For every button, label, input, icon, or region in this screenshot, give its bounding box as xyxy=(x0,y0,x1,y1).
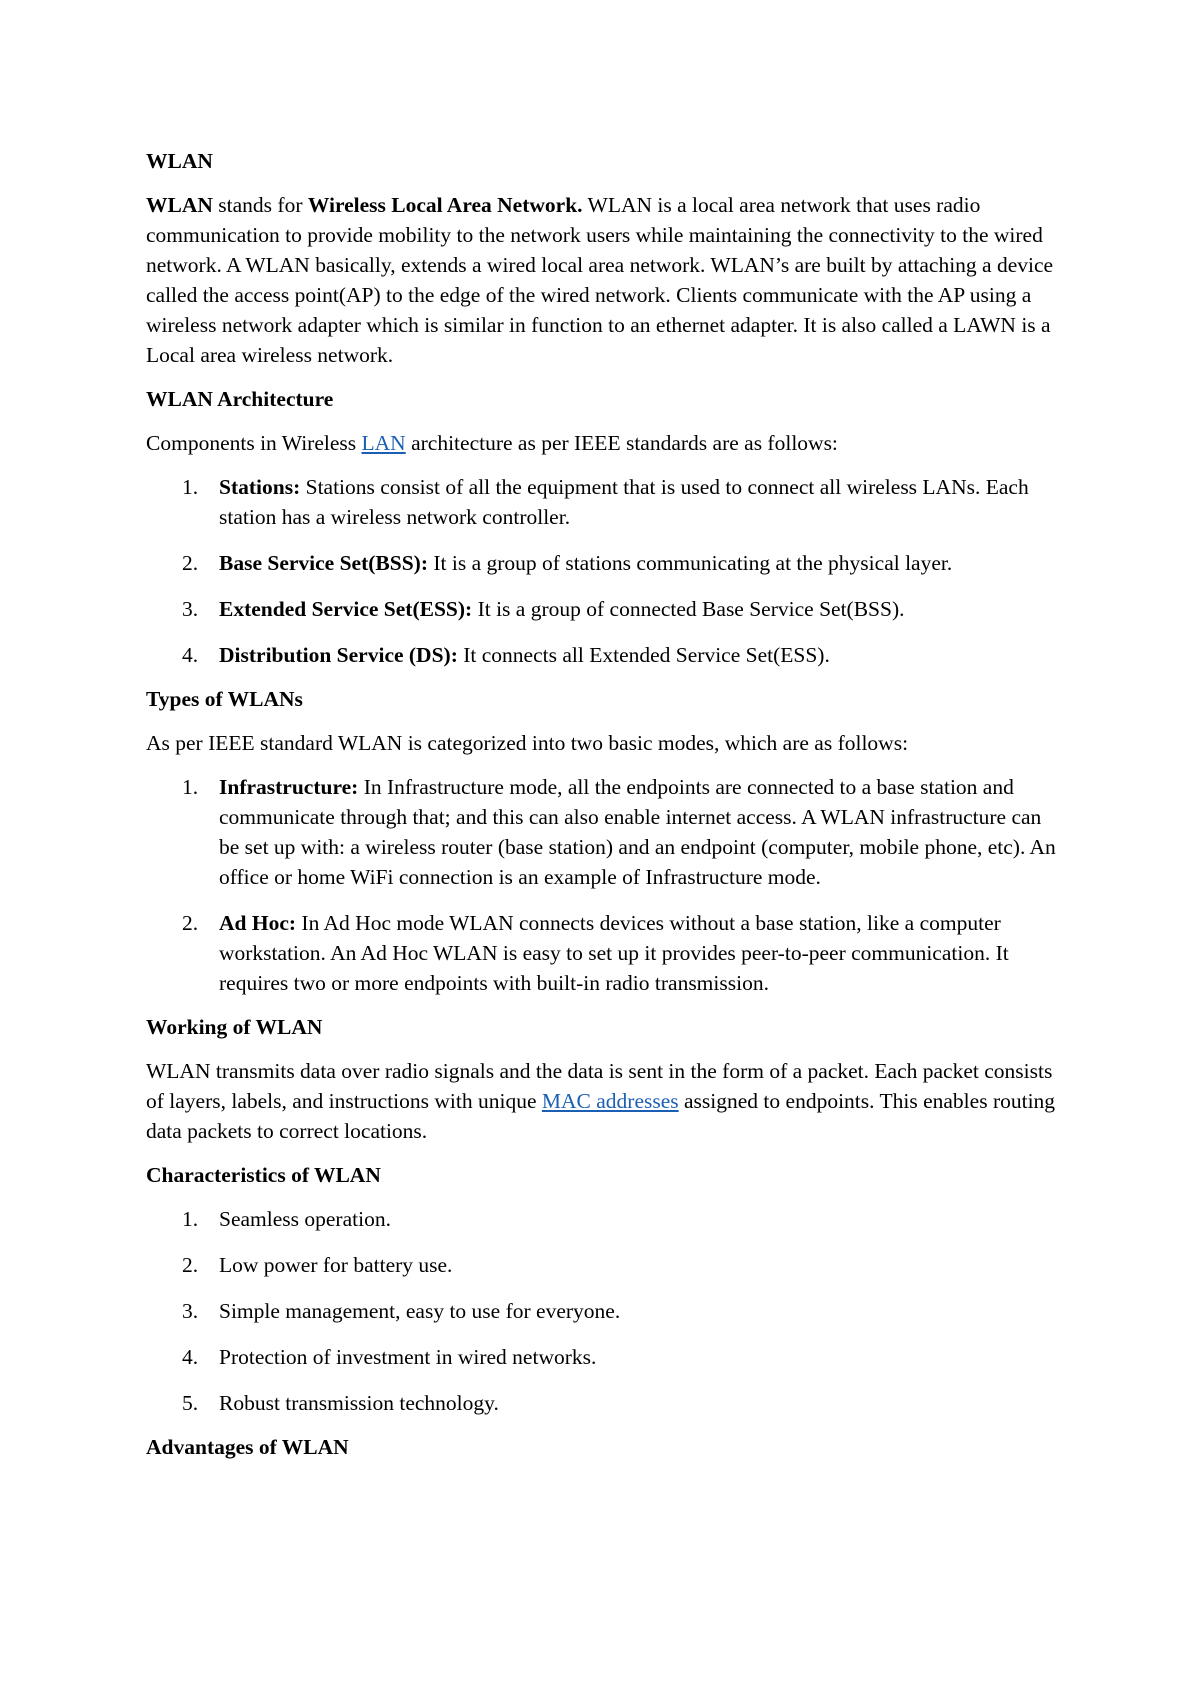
intro-text-b: WLAN is a local area network that uses radio communication to provide mobility to the network users while maintaining the connectivity to the wired network. A WLAN basically, extends a wired local area network. WLAN’s are built by attaching a device called the access point(AP) to the edge of the wired network. Clients communicate with the AP using a wireless network adapter which is similar in function to an ethernet adapter. It is also called a LAWN is a Local area wireless network. xyxy=(146,193,1054,367)
list-text: In Ad Hoc mode WLAN connects devices without a base station, like a computer workstation. An Ad Hoc WLAN is easy to set up it provides peer-to-peer communication. It requires two or more endpoints with built-in radio transmission. xyxy=(219,911,1009,995)
types-lead: As per IEEE standard WLAN is categorized into two basic modes, which are as follows: xyxy=(146,731,909,755)
list-text: Stations consist of all the equipment that is used to connect all wireless LANs. Each station has a wireless network controller. xyxy=(219,475,1029,529)
list-number: 5. xyxy=(182,1391,199,1415)
page-title: WLAN xyxy=(146,149,213,173)
list-number: 4. xyxy=(182,643,199,667)
list-number: 2. xyxy=(182,551,199,575)
working-paragraph xyxy=(146,1056,1066,1146)
list-item xyxy=(146,1342,1066,1372)
list-text: It is a group of connected Base Service Set(BSS). xyxy=(472,597,905,621)
section-heading-working: Working of WLAN xyxy=(146,1015,323,1039)
list-item xyxy=(146,1388,1066,1418)
list-text: Robust transmission technology. xyxy=(219,1391,499,1415)
document-body xyxy=(146,146,1066,1476)
list-number: 3. xyxy=(182,597,199,621)
list-text: Seamless operation. xyxy=(219,1207,391,1231)
list-text: In Infrastructure mode, all the endpoints are connected to a base station and communicate through that; and this can also enable internet access. A WLAN infrastructure can be set up with: a wireless router (base station) and an endpoint (computer, mobile phone, etc). An office or home WiFi connection is an example of Infrastructure mode. xyxy=(219,775,1056,889)
list-item xyxy=(146,1250,1066,1280)
intro-text-a: stands for xyxy=(212,193,308,217)
list-item xyxy=(146,594,1066,624)
list-item xyxy=(146,1296,1066,1326)
working-text-b: assigned to endpoints. This enables routing data packets to correct locations. xyxy=(146,1089,1056,1143)
list-text: Simple management, easy to use for everyone. xyxy=(219,1299,621,1323)
intro-paragraph xyxy=(146,190,1066,370)
list-number: 2. xyxy=(182,911,199,935)
architecture-lead-text-b: architecture as per IEEE standards are as follows: xyxy=(405,431,838,455)
list-term: Extended Service Set(ESS): xyxy=(219,597,473,621)
list-term: Distribution Service (DS): xyxy=(219,643,458,667)
architecture-lead-text-a: Components in Wireless xyxy=(146,431,362,455)
list-number: 1. xyxy=(182,1207,199,1231)
intro-term: WLAN xyxy=(146,193,213,217)
list-number: 2. xyxy=(182,1253,199,1277)
section-heading-architecture: WLAN Architecture xyxy=(146,387,334,411)
list-item xyxy=(146,908,1066,998)
list-text: Low power for battery use. xyxy=(219,1253,453,1277)
architecture-lead xyxy=(146,428,1066,458)
list-number: 3. xyxy=(182,1299,199,1323)
types-list xyxy=(146,772,1066,998)
list-item xyxy=(146,772,1066,892)
lan-link[interactable]: LAN xyxy=(361,431,406,455)
list-term: Stations: xyxy=(219,475,301,499)
section-heading-types: Types of WLANs xyxy=(146,687,303,711)
mac-addresses-link[interactable]: MAC addresses xyxy=(541,1089,679,1113)
list-term: Base Service Set(BSS): xyxy=(219,551,428,575)
list-number: 1. xyxy=(182,775,199,799)
list-number: 1. xyxy=(182,475,199,499)
list-number: 4. xyxy=(182,1345,199,1369)
working-text-a: WLAN transmits data over radio signals and the data is sent in the form of a packet. Each packet consists of layers, labels, and instructions with unique xyxy=(146,1059,1053,1113)
section-heading-characteristics: Characteristics of WLAN xyxy=(146,1163,381,1187)
list-item xyxy=(146,472,1066,532)
architecture-list xyxy=(146,472,1066,670)
list-term: Infrastructure: xyxy=(219,775,359,799)
list-term: Ad Hoc: xyxy=(219,911,297,935)
list-text: It is a group of stations communicating at the physical layer. xyxy=(428,551,953,575)
intro-expansion: Wireless Local Area Network. xyxy=(307,193,583,217)
characteristics-list xyxy=(146,1204,1066,1418)
list-text: It connects all Extended Service Set(ESS). xyxy=(457,643,830,667)
section-heading-advantages: Advantages of WLAN xyxy=(146,1435,349,1459)
list-item xyxy=(146,1204,1066,1234)
list-item xyxy=(146,548,1066,578)
list-item xyxy=(146,640,1066,670)
list-text: Protection of investment in wired networks. xyxy=(219,1345,597,1369)
